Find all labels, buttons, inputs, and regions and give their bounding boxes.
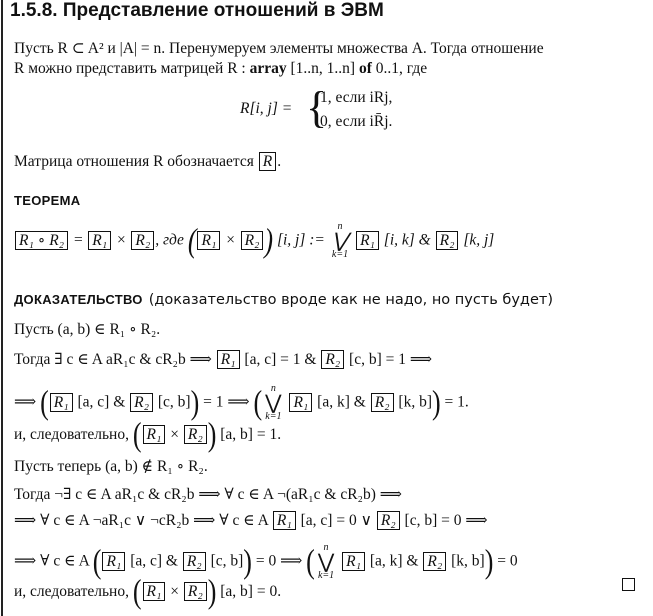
cases-brace: { [306,83,328,132]
theorem-heading: ТЕОРЕМА [14,193,81,208]
boxed-R2: R₂ [131,231,154,250]
proof-line-9: и, следовательно, ( R₁ × R₂ ) [a, b] = 0. [14,572,282,611]
boxed-matrix-R: R [259,152,276,171]
keyword-of: of [358,60,372,77]
big-disjunction: n ⋁ k=1 [331,221,349,260]
theorem-statement: R₁ ∘ R₂ = R₁ × R₂ , где ( R₁ × R₂ ) [i, j] := n ⋁ k=1 R₁ [i, k] & R₂ [k, j] [14,222,494,260]
proof-heading-line [14,290,553,310]
intro-text-a: R можно представить матрицей R : [14,60,250,77]
proof-line-4: и, следовательно, ( R₁ × R₂ ) [a, b] = 1. [14,415,282,454]
proof-line-7: ⟹ ∀ c ∈ A ¬aR₁c ∨ ¬cR₂b ⟹ ∀ c ∈ A R₁ [a, c] = 0 ∨ R₂ [c, b] = 0 ⟹ [14,512,488,529]
boxed-composition: R₁ ∘ R₂ [15,231,68,250]
qed-icon [622,578,635,591]
definition-case-1: 1, если iRj, [320,89,393,106]
proof-line-8: ⟹ ∀ c ∈ A ( R₁ [a, c] & R₂ [c, b]) = 0 ⟹ ( n ⋁ k=1 R₁ [a, k] & R₂ [k, b]) = 0 [14,542,518,581]
definition-case-2: 0, если iR̄j. [320,113,393,130]
left-border-line [1,0,3,616]
where-word: где [162,231,184,249]
keyword-array: array [249,60,287,77]
proof-line-3: ⟹ ( R₁ [a, c] & R₂ [c, b]) = 1 ⟹ ( n ⋁ k=1 R₁ [a, k] & R₂ [k, b]) = 1. [14,383,469,422]
proof-line-1: Пусть (a, b) ∈ R₁ ∘ R₂. [14,321,161,338]
proof-note: (доказательство вроде как не надо, но пусть будет) [148,292,553,308]
definition-lhs: R[i, j] = [240,100,293,117]
proof-line-5: Пусть теперь (a, b) ∉ R₁ ∘ R₂. [14,458,208,475]
proof-line-2: Тогда ∃ c ∈ A aR₁c & cR₂b ⟹ R₁ [a, c] = 1 & R₂ [c, b] = 1 ⟹ [14,351,433,368]
matrix-notation-line: Матрица отношения R обозначается R . [14,153,282,170]
intro-text-b: [1..n, 1..n] [286,60,359,77]
boxed-R1: R₁ [88,231,111,250]
intro-line-2 [14,59,427,79]
section-title: 1.5.8. Представление отношений в ЭВМ [10,0,384,21]
intro-text-c: 0..1, где [371,60,428,77]
proof-line-6: Тогда ¬∃ c ∈ A aR₁c & cR₂b ⟹ ∀ c ∈ A ¬(aR₁c & cR₂b) ⟹ [14,486,402,503]
matrix-label: Матрица отношения R обозначается [14,153,254,170]
proof-heading: ДОКАЗАТЕЛЬСТВО [14,292,143,307]
intro-line-1: Пусть R ⊂ A² и |A| = n. Перенумеруем элементы множества A. Тогда отношение [14,40,544,57]
